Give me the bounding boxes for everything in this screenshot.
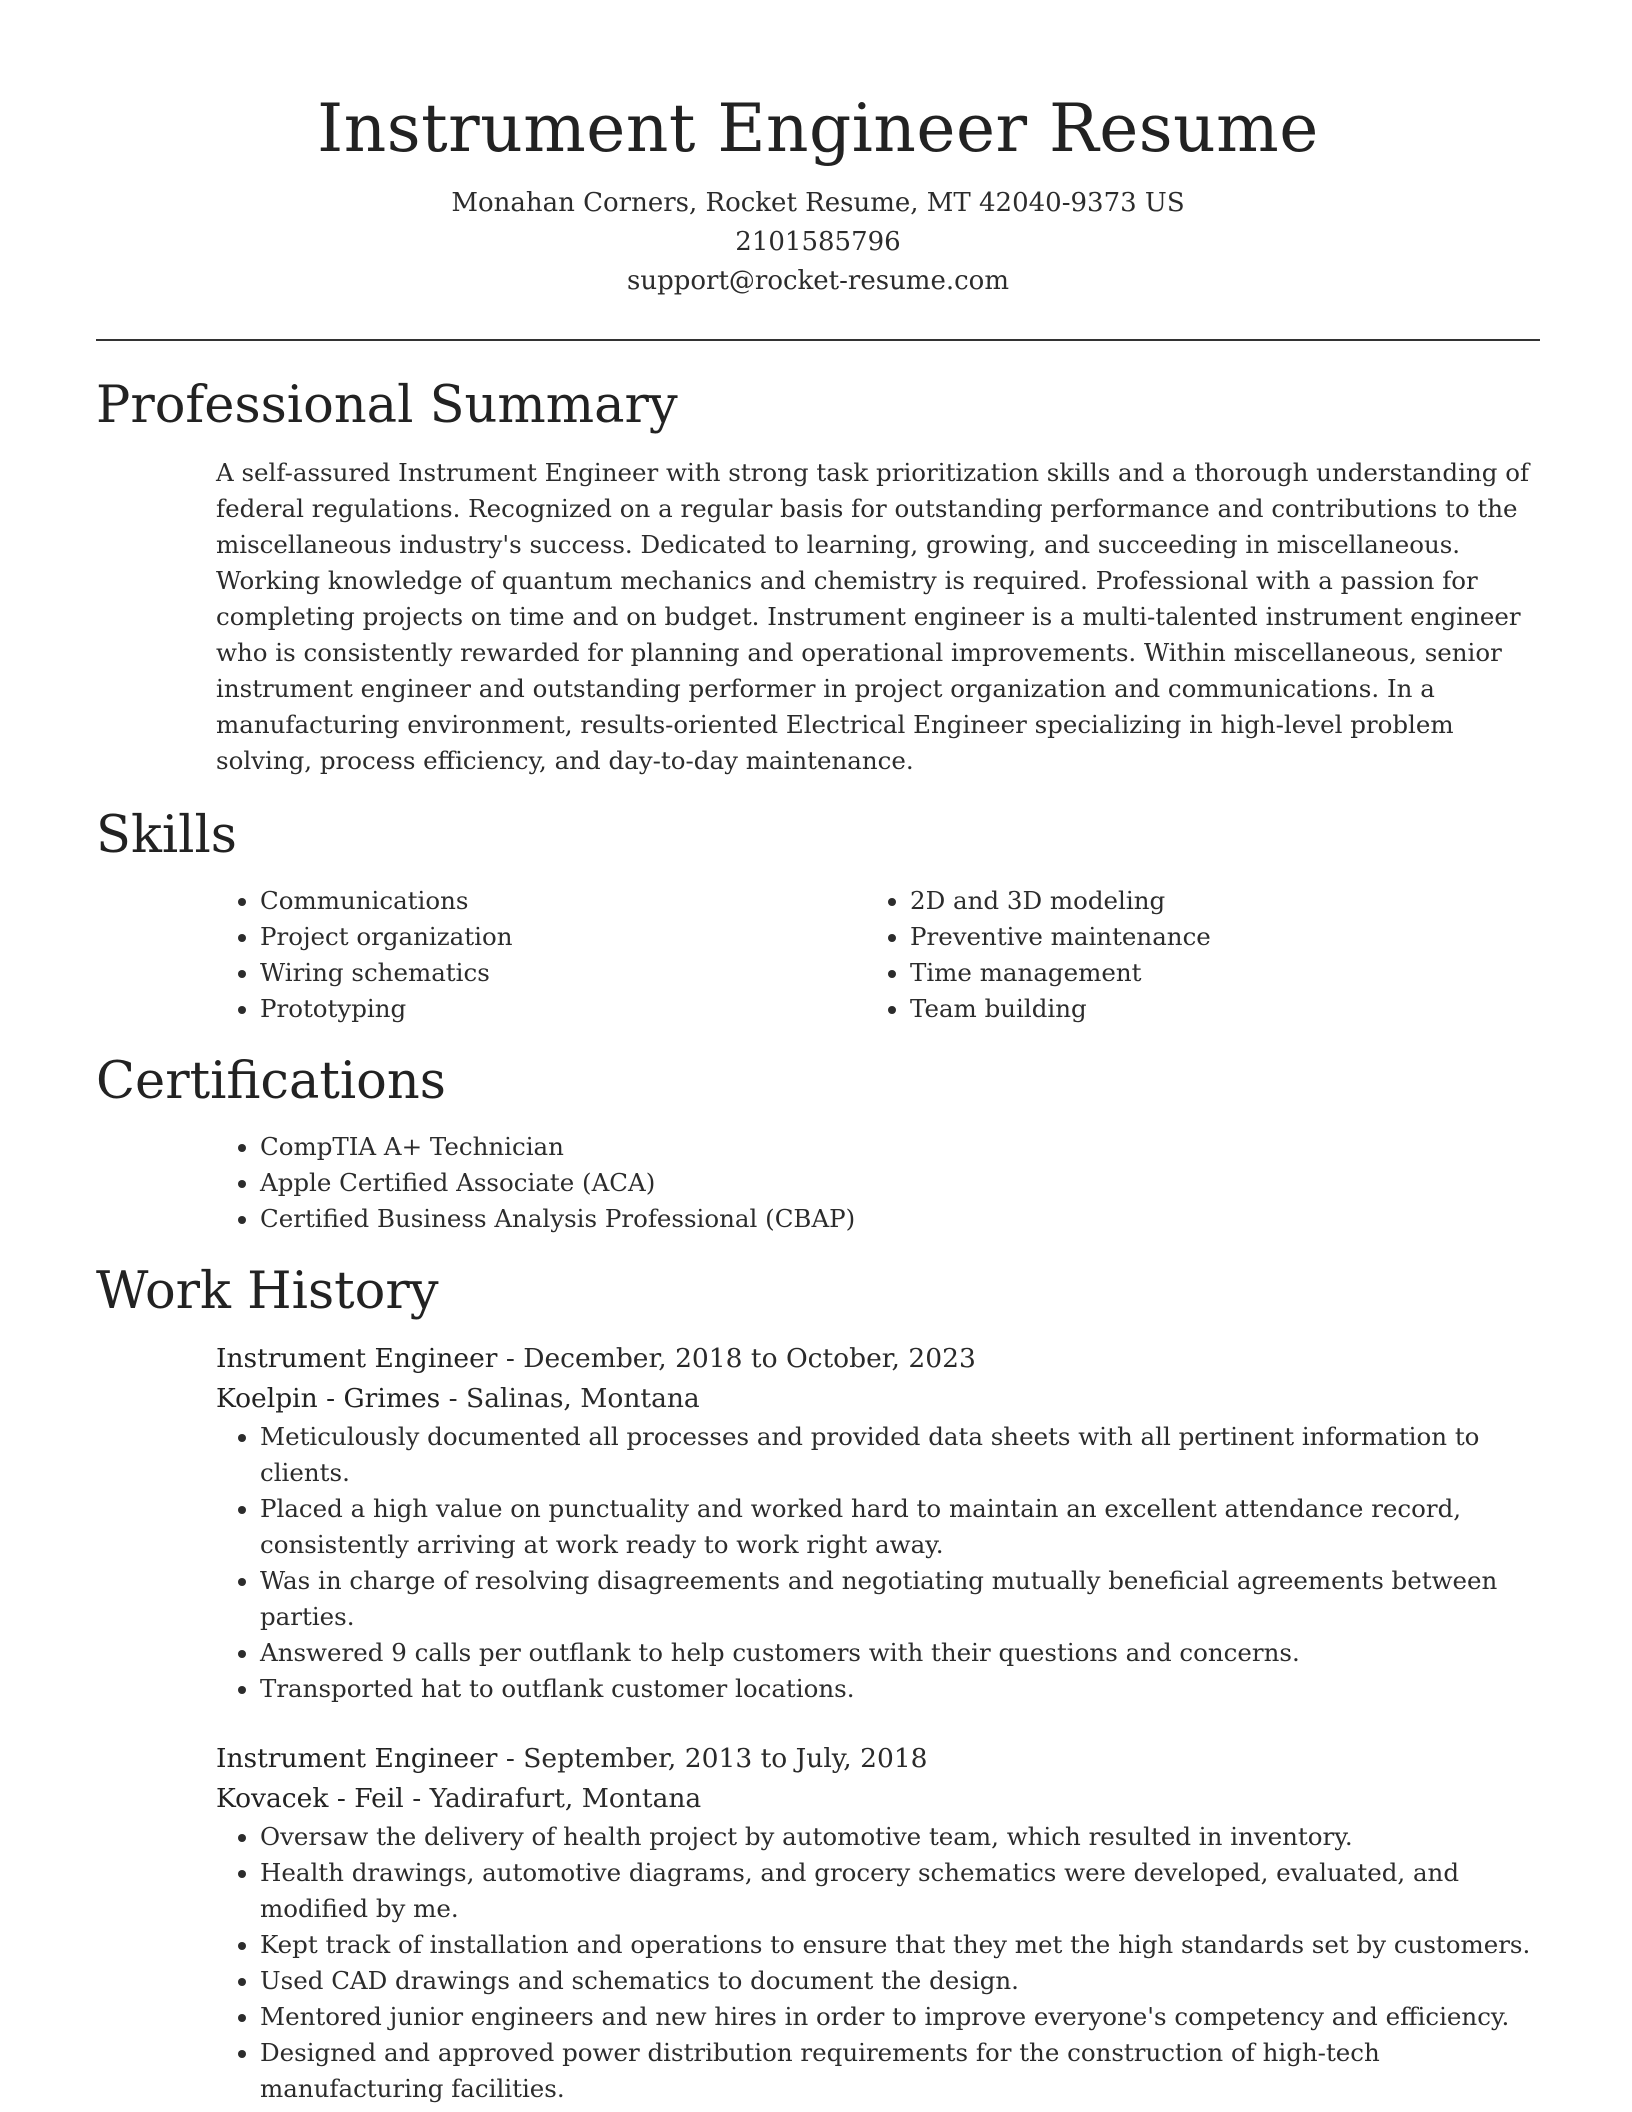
job-company-line [216,1779,1540,1819]
certification-item: • Certified Business Analysis Professional (CBAP) [260,1201,1540,1237]
job-duty: • Transported hat to outflank customer locations. [260,1671,1540,1707]
section-heading-summary: Professional Summary [96,376,678,435]
skills-column-right [866,883,1516,1027]
job-title-line [216,1739,1540,1779]
job-duty: • Placed a high value on punctuality and worked hard to maintain an excellent attendance record, consistently arriving at work ready to work right away. [260,1491,1540,1563]
job-title: Instrument Engineer [216,1343,498,1374]
skill-item: • Preventive maintenance [910,919,1516,955]
job-duty: • Meticulously documented all processes and provided data sheets with all pertinent information to clients. [260,1419,1540,1491]
skill-item: • Communications [260,883,866,919]
job-duties-list [216,1819,1540,2107]
header-divider [96,339,1540,341]
job-dates: December, 2018 to October, 2023 [523,1343,976,1374]
skills-column-left [216,883,866,1027]
job-duty: • Designed and approved power distribution requirements for the construction of high-tech manufacturing facilities. [260,2035,1540,2107]
contact-address: Monahan Corners, Rocket Resume, MT 42040-9373 US [451,188,1185,218]
job-separator: - [497,1743,524,1774]
skill-item: • Time management [910,955,1516,991]
job-duty: • Answered 9 calls per outflank to help customers with their questions and concerns. [260,1635,1540,1671]
skills-section [96,801,1540,1027]
job-duty: • Oversaw the delivery of health project by automotive team, which resulted in inventory. [260,1819,1540,1855]
job-duty: • Health drawings, automotive diagrams, and grocery schematics were developed, evaluated, and modified by me. [260,1855,1540,1927]
contact-block [96,184,1540,301]
job-duty: • Mentored junior engineers and new hires in order to improve everyone's competency and efficiency. [260,1999,1540,2035]
certification-item: • CompTIA A+ Technician [260,1129,1540,1165]
skills-grid [96,883,1540,1027]
job-title: Instrument Engineer [216,1743,498,1774]
resume-title: Instrument Engineer Resume [317,90,1319,167]
skill-item: • Project organization [260,919,866,955]
contact-phone: 2101585796 [735,227,901,257]
summary-section [96,371,1540,779]
job-duty: • Kept track of installation and operations to ensure that they met the high standards set by customers. [260,1927,1540,1963]
job-dates: September, 2013 to July, 2018 [523,1743,928,1774]
work-history-section [96,1257,1540,2107]
job-duty: • Used CAD drawings and schematics to document the design. [260,1963,1540,1999]
job-separator: - [403,1783,430,1814]
certifications-list [216,1129,1540,1237]
skill-item: • 2D and 3D modeling [910,883,1516,919]
section-heading-work-history: Work History [96,1262,439,1321]
job-duty: • Was in charge of resolving disagreements and negotiating mutually beneficial agreements between parties. [260,1563,1540,1635]
skill-item: • Team building [910,991,1516,1027]
section-heading-skills: Skills [96,806,237,865]
skill-item: • Wiring schematics [260,955,866,991]
job-location: Salinas, Montana [466,1383,700,1414]
skills-list-right [866,883,1516,1027]
job-company-line [216,1379,1540,1419]
resume-page [96,0,1540,2112]
contact-email: support@rocket-resume.com [626,266,1009,296]
job-company: Kovacek - Feil [216,1783,404,1814]
skill-item: • Prototyping [260,991,866,1027]
skills-list-left [216,883,866,1027]
job-separator: - [497,1343,524,1374]
section-heading-certifications: Certifications [96,1052,446,1111]
job-entry [96,1339,1540,1707]
summary-body [96,455,1540,779]
job-title-line [216,1339,1540,1379]
job-separator: - [440,1383,467,1414]
summary-text: A self-assured Instrument Engineer with strong task prioritization skills and a thorough understanding of federal regulations. Recognized on a regular basis for outstanding performance and contributions to the miscellaneous industry's success. Dedicated to learning, growing, and succeeding in miscellaneous. Working knowledge of quantum mechanics and chemistry is required. Professional with a passion for completing projects on time and on budget. Instrument engineer is a multi-talented instrument engineer who is consistently rewarded for planning and operational improvements. Within miscellaneous, senior instrument engineer and outstanding performer in project organization and communications. In a manufacturing environment, results-oriented Electrical Engineer specializing in high-level problem solving, process efficiency, and day-to-day maintenance. [216,458,1530,775]
certification-item: • Apple Certified Associate (ACA) [260,1165,1540,1201]
job-duties-list [216,1419,1540,1707]
job-company: Koelpin - Grimes [216,1383,441,1414]
certifications-section [96,1047,1540,1237]
resume-header [96,0,1540,301]
job-entry [96,1739,1540,2107]
certifications-body [96,1129,1540,1237]
job-location: Yadirafurt, Montana [429,1783,702,1814]
